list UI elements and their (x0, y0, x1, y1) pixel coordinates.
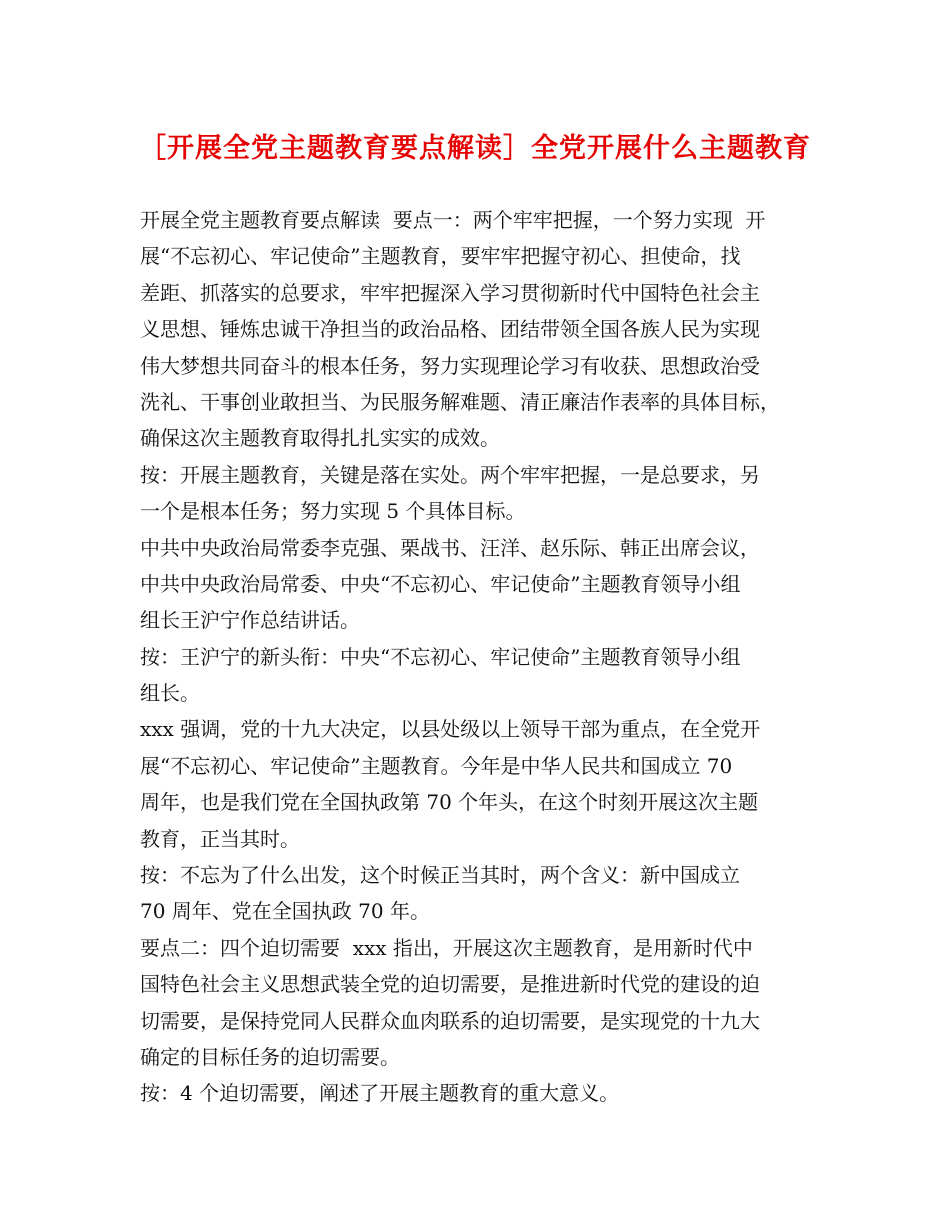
body-line: 确保这次主题教育取得扎扎实实的成效。 (140, 426, 500, 451)
body-line: 一个是根本任务；努力实现 5 个具体目标。 (140, 499, 526, 524)
body-line: 义思想、锤炼忠诚干净担当的政治品格、团结带领全国各族人民为实现 (140, 317, 760, 342)
body-line: 展“不忘初心、牢记使命”主题教育。今年是中华人民共和国成立 70 (140, 753, 733, 778)
body-line: 国特色社会主义思想武装全党的迫切需要，是推进新时代党的建设的迫 (140, 972, 760, 997)
body-line: 按：4 个迫切需要，阐述了开展主题教育的重大意义。 (140, 1081, 620, 1106)
body-line: 洗礼、干事创业敢担当、为民服务解难题、清正廉洁作表率的具体目标， (140, 389, 780, 414)
body-line: 要点二：四个迫切需要 xxx 指出，开展这次主题教育，是用新时代中 (140, 935, 753, 960)
body-line: 周年，也是我们党在全国执政第 70 个年头，在这个时刻开展这次主题 (140, 790, 759, 815)
body-line: 伟大梦想共同奋斗的根本任务，努力实现理论学习有收获、思想政治受 (140, 353, 760, 378)
body-line: 确定的目标任务的迫切需要。 (140, 1044, 400, 1069)
body-line: 按：开展主题教育，关键是落在实处。两个牢牢把握，一是总要求，另 (140, 462, 760, 487)
body-line: 开展全党主题教育要点解读 要点一：两个牢牢把握，一个努力实现 开 (140, 208, 766, 232)
body-line: 按：王沪宁的新头衔：中央“不忘初心、牢记使命”主题教育领导小组 (140, 644, 741, 669)
body-line: 组长王沪宁作总结讲话。 (140, 608, 360, 633)
body-line: 中共中央政治局常委、中央“不忘初心、牢记使命”主题教育领导小组 (140, 571, 741, 596)
body-line: 中共中央政治局常委李克强、栗战书、汪洋、赵乐际、韩正出席会议， (140, 535, 760, 560)
body-line: 差距、抓落实的总要求，牢牢把握深入学习贯彻新时代中国特色社会主 (140, 280, 760, 305)
body-line: 组长。 (140, 681, 200, 706)
body-line: xxx 强调，党的十九大决定，以县处级以上领导干部为重点，在全党开 (140, 717, 761, 742)
body-line: 教育，正当其时。 (140, 826, 300, 851)
document-body (140, 202, 828, 1112)
document-title: ［开展全党主题教育要点解读］全党开展什么主题教育 (139, 133, 811, 164)
body-line: 展“不忘初心、牢记使命”主题教育，要牢牢把握守初心、担使命，找 (140, 244, 741, 269)
body-line: 切需要，是保持党同人民群众血肉联系的迫切需要，是实现党的十九大 (140, 1008, 760, 1033)
body-line: 70 周年、党在全国执政 70 年。 (140, 899, 430, 924)
body-line: 按：不忘为了什么出发，这个时候正当其时，两个含义：新中国成立 (140, 863, 740, 888)
